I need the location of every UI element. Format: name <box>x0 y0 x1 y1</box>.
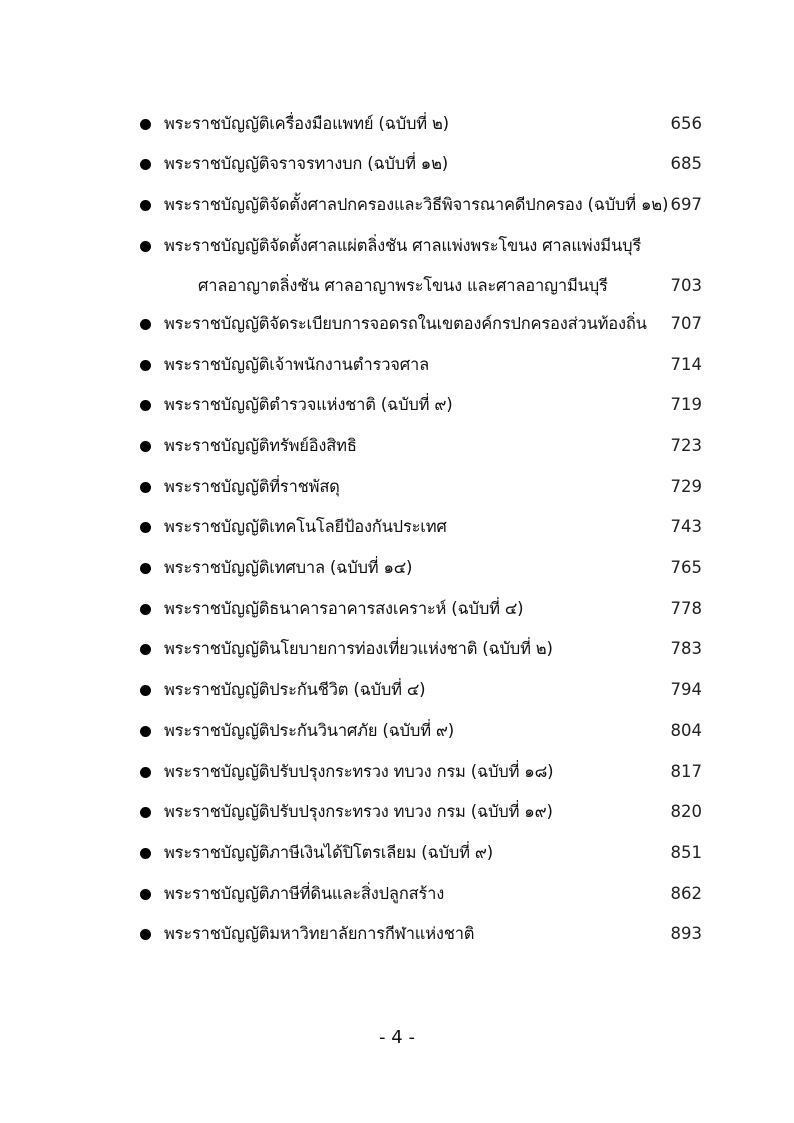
entry-title: พระราชบัญญัติจัดระเบียบการจอดรถในเขตองค์กรปกครองส่วนท้องถิ่น <box>164 314 647 333</box>
bullet-icon <box>140 889 151 900</box>
toc-entry <box>138 511 702 541</box>
entry-title: พระราชบัญญัติประกันวินาศภัย (ฉบับที่ ๙) <box>164 721 455 740</box>
entry-title: พระราชบัญญัติเทศบาล (ฉบับที่ ๑๔) <box>164 558 413 577</box>
bullet-icon <box>140 604 151 615</box>
entry-page-number: 729 <box>670 477 702 496</box>
toc-entry <box>138 715 702 745</box>
entry-page-number: 719 <box>670 395 702 414</box>
toc-entry <box>138 308 702 338</box>
entry-title: พระราชบัญญัติทรัพย์อิงสิทธิ <box>164 436 357 455</box>
toc-entry <box>138 430 702 460</box>
bullet-icon <box>140 929 151 940</box>
bullet-icon <box>140 767 151 778</box>
entry-page-number: 817 <box>670 762 702 781</box>
toc-entry <box>138 593 702 623</box>
entry-title: พระราชบัญญัติภาษีเงินได้ปิโตรเลียม (ฉบับที่ ๙) <box>164 843 493 862</box>
bullet-icon <box>140 241 151 252</box>
entry-page-number: 765 <box>670 558 702 577</box>
entry-title: พระราชบัญญัติเครื่องมือแพทย์ (ฉบับที่ ๒) <box>164 114 449 133</box>
entry-title: พระราชบัญญัติจราจรทางบก (ฉบับที่ ๑๒) <box>164 154 448 173</box>
entry-page-number: 893 <box>670 924 702 943</box>
entry-title: พระราชบัญญัติตำรวจแห่งชาติ (ฉบับที่ ๙) <box>164 395 453 414</box>
entry-page-number: 714 <box>670 355 702 374</box>
page-footer-number: - 4 - <box>379 1027 415 1048</box>
entry-page-number: 794 <box>670 680 702 699</box>
toc-entry <box>138 471 702 501</box>
bullet-icon <box>140 644 151 655</box>
entry-title: พระราชบัญญัติปรับปรุงกระทรวง ทบวง กรม (ฉบับที่ ๑๙) <box>164 802 553 821</box>
entry-title: พระราชบัญญัติที่ราชพัสดุ <box>164 477 340 496</box>
entry-title: พระราชบัญญัติปรับปรุงกระทรวง ทบวง กรม (ฉบับที่ ๑๘) <box>164 762 554 781</box>
bullet-icon <box>140 159 151 170</box>
toc-entry <box>138 674 702 704</box>
bullet-icon <box>140 726 151 737</box>
entry-title-continuation: ศาลอาญาตลิ่งชัน ศาลอาญาพระโขนง และศาลอาญามีนบุรี <box>198 276 608 295</box>
entry-page-number: 743 <box>670 517 702 536</box>
toc-entry <box>138 918 702 948</box>
entry-title: พระราชบัญญัติเจ้าพนักงานตำรวจศาล <box>164 355 429 374</box>
bullet-icon <box>140 482 151 493</box>
toc-entry <box>138 148 702 178</box>
toc-entry <box>138 389 702 419</box>
entry-page-number: 778 <box>670 599 702 618</box>
toc-entry <box>138 837 702 867</box>
toc-entry <box>138 349 702 379</box>
entry-page-number: 783 <box>670 639 702 658</box>
bullet-icon <box>140 522 151 533</box>
bullet-icon <box>140 360 151 371</box>
toc-entry <box>138 108 702 138</box>
toc-entry <box>138 878 702 908</box>
entry-title: พระราชบัญญัติมหาวิทยาลัยการกีฬาแห่งชาติ <box>164 924 475 943</box>
bullet-icon <box>140 807 151 818</box>
bullet-icon <box>140 200 151 211</box>
toc-entry <box>138 633 702 663</box>
bullet-icon <box>140 685 151 696</box>
entry-page-number: 656 <box>670 114 702 133</box>
toc-entry <box>138 189 702 219</box>
toc-entry-multiline <box>138 230 702 302</box>
entry-page-number: 707 <box>670 314 702 333</box>
entry-page-number: 804 <box>670 721 702 740</box>
toc-entry <box>138 756 702 786</box>
entry-title: พระราชบัญญัติประกันชีวิต (ฉบับที่ ๔) <box>164 680 426 699</box>
entry-page-number: 851 <box>670 843 702 862</box>
entry-page-number: 697 <box>670 195 702 214</box>
entry-title: พระราชบัญญัติจัดตั้งศาลแผ่ตลิ่งชัน ศาลแพ่งพระโขนง ศาลแพ่งมีนบุรี <box>164 236 641 255</box>
entry-title: พระราชบัญญัติเทคโนโลยีป้องกันประเทศ <box>164 517 447 536</box>
entry-title: พระราชบัญญัติจัดตั้งศาลปกครองและวิธีพิจารณาคดีปกครอง (ฉบับที่ ๑๒) <box>164 195 669 214</box>
entry-title: พระราชบัญญัติธนาคารอาคารสงเคราะห์ (ฉบับที่ ๔) <box>164 599 524 618</box>
toc-entry <box>138 552 702 582</box>
entry-page-number: 862 <box>670 884 702 903</box>
bullet-icon <box>140 563 151 574</box>
bullet-icon <box>140 400 151 411</box>
entry-page-number: 723 <box>670 436 702 455</box>
entry-page-number: 703 <box>670 276 702 295</box>
bullet-icon <box>140 441 151 452</box>
bullet-icon <box>140 319 151 330</box>
entry-page-number: 685 <box>670 154 702 173</box>
toc-entry <box>138 796 702 826</box>
entry-title: พระราชบัญญัติภาษีที่ดินและสิ่งปลูกสร้าง <box>164 884 445 903</box>
bullet-icon <box>140 848 151 859</box>
entry-page-number: 820 <box>670 802 702 821</box>
entry-title: พระราชบัญญัตินโยบายการท่องเที่ยวแห่งชาติ (ฉบับที่ ๒) <box>164 639 553 658</box>
bullet-icon <box>140 119 151 130</box>
